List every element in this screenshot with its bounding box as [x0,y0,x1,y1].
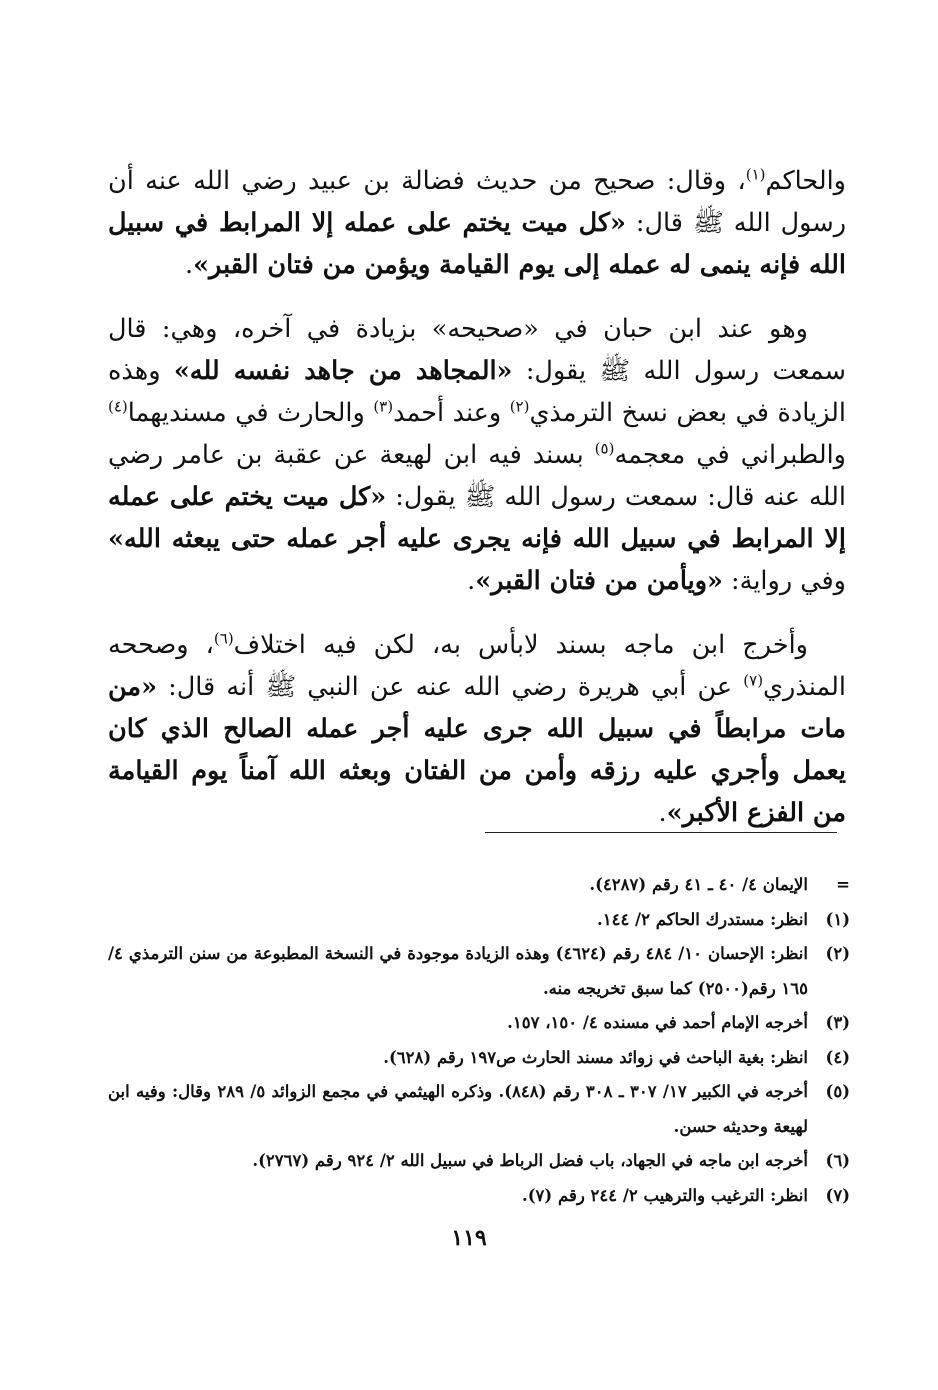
footnote-4 [108,1041,850,1076]
text-span: وأخرج ابن ماجه بسند لابأس به، لكن فيه اختلاف [233,630,808,660]
text-span: والحارث في مسنديهما [127,398,374,428]
footnote-ref: (٦) [213,629,234,648]
footnote-ref: (٣) [373,397,394,416]
footnote-text: انظر: مستدرك الحاكم ٢/ ١٤٤. [596,909,808,929]
footnote-text: أخرجه في الكبير ١٧/ ٣٠٧ ـ ٣٠٨ رقم (٨٤٨). وذكره الهيثمي في مجمع الزوائد ٥/ ٢٨٩ وقال: وفيه ابن لهيعة وحديثه حسن. [108,1082,809,1136]
text-span: والحاكم [765,166,846,196]
footnote-number: (٧) [825,1185,850,1205]
footnote-ref: (٧) [743,671,764,690]
footnote-7 [108,1179,850,1214]
footnote-ref: (٤) [108,397,128,416]
footnote-number: (٢) [825,944,850,963]
text-span: ، وقال: صحيح من حديث فضالة بن عبيد رضي الله عنه أن رسول الله ﷺ قال: [108,166,847,238]
footnote-text: أخرجه ابن ماجه في الجهاد، باب فضل الرباط في سبيل الله ٢/ ٩٢٤ رقم (٢٧٦٧). [252,1151,808,1170]
text-span: وهذه الزيادة في بعض نسخ الترمذي [108,356,846,428]
footnote-number: (٤) [825,1047,850,1067]
footnote-divider [485,832,837,833]
footnotes [108,868,850,1213]
quoted-hadith: «كل ميت يختم على عمله إلا المرابط في سبيل الله فإنه يجرى عليه أجر عمله حتى يبعثه الله» [108,482,846,554]
text-span: والطبراني في معجمه [614,440,846,470]
paragraph-2 [108,308,846,602]
footnote-ref: (٢) [509,397,530,416]
page-number: ١١٩ [451,1225,487,1251]
footnote-2 [108,937,850,1006]
footnote-1 [108,903,850,938]
text-span: وعند أحمد [393,398,510,428]
quoted-hadith: «كل ميت يختم على عمله إلا المرابط في سبيل الله فإنه ينمى له عمله إلى يوم القيامة ويؤمن من فتان القبر» [108,208,846,280]
footnote-number: = [836,875,850,894]
footnote-number: (٣) [825,1013,850,1032]
paragraph-3 [108,624,846,834]
text-span: وفي رواية: [722,566,846,596]
text-span: عن أبي هريرة رضي الله عنه عن النبي ﷺ أنه قال: [157,672,744,702]
quoted-hadith: «المجاهد من جاهد نفسه لله» [173,356,513,386]
footnote-number: (١) [825,909,850,929]
footnote-text: أخرجه الإمام أحمد في مسنده ٤/ ١٥٠، ١٥٧. [507,1013,808,1032]
quoted-hadith: «ويأمن من فتان القبر» [475,566,723,596]
main-text [108,160,846,856]
text-span: . [658,798,667,828]
footnote-number: (٥) [825,1082,850,1101]
footnote-text: انظر: الإحسان ١٠/ ٤٨٤ رقم (٤٦٢٤) وهذه الزيادة موجودة في النسخة المطبوعة من سنن الترمذي ٤/ ١٦٥ رقم(٢٥٠٠) كما سبق تخريجه منه. [108,944,808,998]
text-span: بسند فيه ابن لهيعة عن عقبة بن عامر رضي الله عنه قال: سمعت رسول الله ﷺ يقول: [108,440,846,512]
footnote-6 [108,1144,850,1179]
footnote-number: (٦) [825,1151,850,1170]
footnote-3 [108,1006,850,1041]
quoted-hadith: «من مات مرابطاً في سبيل الله جرى عليه أجر عمله الصالح الذي كان يعمل وأجري عليه رزقه وأمن من الفتان وبعثه الله آمناً يوم القيامة من الفزع الأكبر» [108,672,846,828]
footnote-ref: (٥) [594,439,615,458]
footnote-text: انظر: بغية الباحث في زوائد مسند الحارث ص١٩٧ رقم (٦٢٨). [383,1047,808,1067]
text-span: وهو عند ابن حبان في «صحيحه» بزيادة في آخره، وهي: قال سمعت رسول الله ﷺ يقول: [108,314,847,386]
footnote-text: انظر: الترغيب والترهيب ٢/ ٢٤٤ رقم (٧). [521,1185,808,1205]
text-span: ، وصححه المنذري [108,630,846,702]
footnote-ref: (١) [745,165,766,184]
text-span: . [467,566,476,596]
footnote-5 [108,1075,850,1144]
text-span: . [184,250,194,280]
paragraph-1 [108,160,846,286]
footnote-text: الإيمان ٤/ ٤٠ ـ ٤١ رقم (٤٢٨٧). [589,875,808,894]
footnote-continued [108,868,850,903]
